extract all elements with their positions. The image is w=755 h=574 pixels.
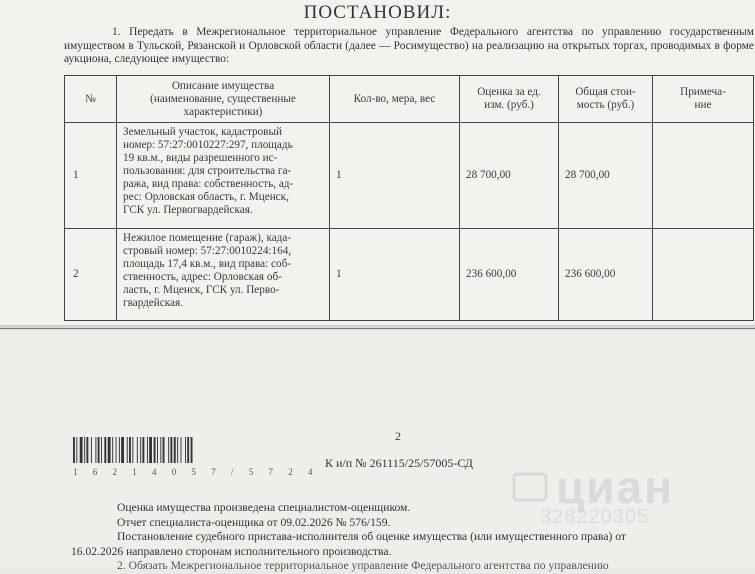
- header-description: Описание имущества (наименование, существенные характеристики): [117, 76, 330, 123]
- cell-description: Нежилое помещение (гараж), када- стровый номер: 57:27:0010224:164, площадь 17,4 кв.м., вид права: соб- ственность, адрес: Орловская об- ласть, г. Мценск, ГСК ул. Перво- гвардейская.: [117, 229, 330, 321]
- text-line: Отчет специалиста-оценщика от 09.02.2026 № 576/159.: [117, 515, 391, 529]
- header-number: №: [65, 76, 117, 123]
- barcode-digits: 1 6 2 1 4 0 5 7 / 5 7 2 4: [73, 467, 320, 477]
- header-note: Примеча- ние: [653, 76, 754, 123]
- header-total: Общая стои- мость (руб.): [559, 76, 653, 123]
- cell-unit-price: 236 600,00: [460, 229, 559, 321]
- text-line: Оценка имущества произведена специалистом-оценщиком.: [117, 501, 411, 514]
- page-number: 2: [395, 429, 401, 443]
- resolution-paragraph: [64, 26, 754, 67]
- table-row: [65, 123, 754, 229]
- case-reference: К и/п № 261115/25/57005-СД: [325, 456, 473, 470]
- text-line: Постановление судебного пристава-исполнителя об оценке имущества (или имущественного права) от: [117, 530, 626, 543]
- watermark-logo-icon: [512, 468, 548, 504]
- document-heading: ПОСТАНОВИЛ:: [303, 2, 452, 23]
- property-table: [64, 75, 754, 321]
- cell-description: Земельный участок, кадастровый номер: 57:27:0010227:297, площадь 19 кв.м., виды разрешенного ис- пользования: для строительства га- ража, вид права: собственность, ад- рес: Орловская область, г. Мценск, ГСК ул. Первогвардейская.: [117, 123, 330, 229]
- cell-total: 236 600,00: [559, 229, 653, 321]
- cell-number: 2: [65, 229, 117, 321]
- watermark: циан: [556, 461, 674, 513]
- paragraph-text: 1. Передать в Межрегиональное территориальное управление Федерального агентства по управлению государственным имуществом в Тульской, Рязанской и Орловской области (далее — Росимущество) на реализацию на открытых торгах, проводимых в форме аукциона, следующее имущество:: [64, 26, 754, 65]
- cell-quantity: 1: [330, 123, 460, 229]
- cell-quantity: 1: [330, 229, 460, 321]
- table-header-row: [65, 76, 754, 123]
- text-line: 2. Обязать Межрегиональное территориальное управление Федерального агентства по управлению: [117, 559, 609, 572]
- page-separator-line: [0, 328, 755, 329]
- cell-unit-price: 28 700,00: [460, 123, 559, 229]
- cell-note: [653, 123, 754, 229]
- table-row: [65, 229, 754, 321]
- text-line: 16.02.2026 направлено сторонам исполнительного производства.: [71, 544, 392, 558]
- header-unit-price: Оценка за ед. изм. (руб.): [460, 76, 559, 123]
- cell-note: [653, 229, 754, 321]
- cell-total: 28 700,00: [559, 123, 653, 229]
- cell-number: 1: [65, 123, 117, 229]
- bottom-text: [73, 501, 743, 574]
- barcode-icon: [73, 437, 238, 463]
- header-quantity: Кол-во, мера, вес: [330, 76, 460, 123]
- watermark-id: 328220305: [540, 506, 650, 528]
